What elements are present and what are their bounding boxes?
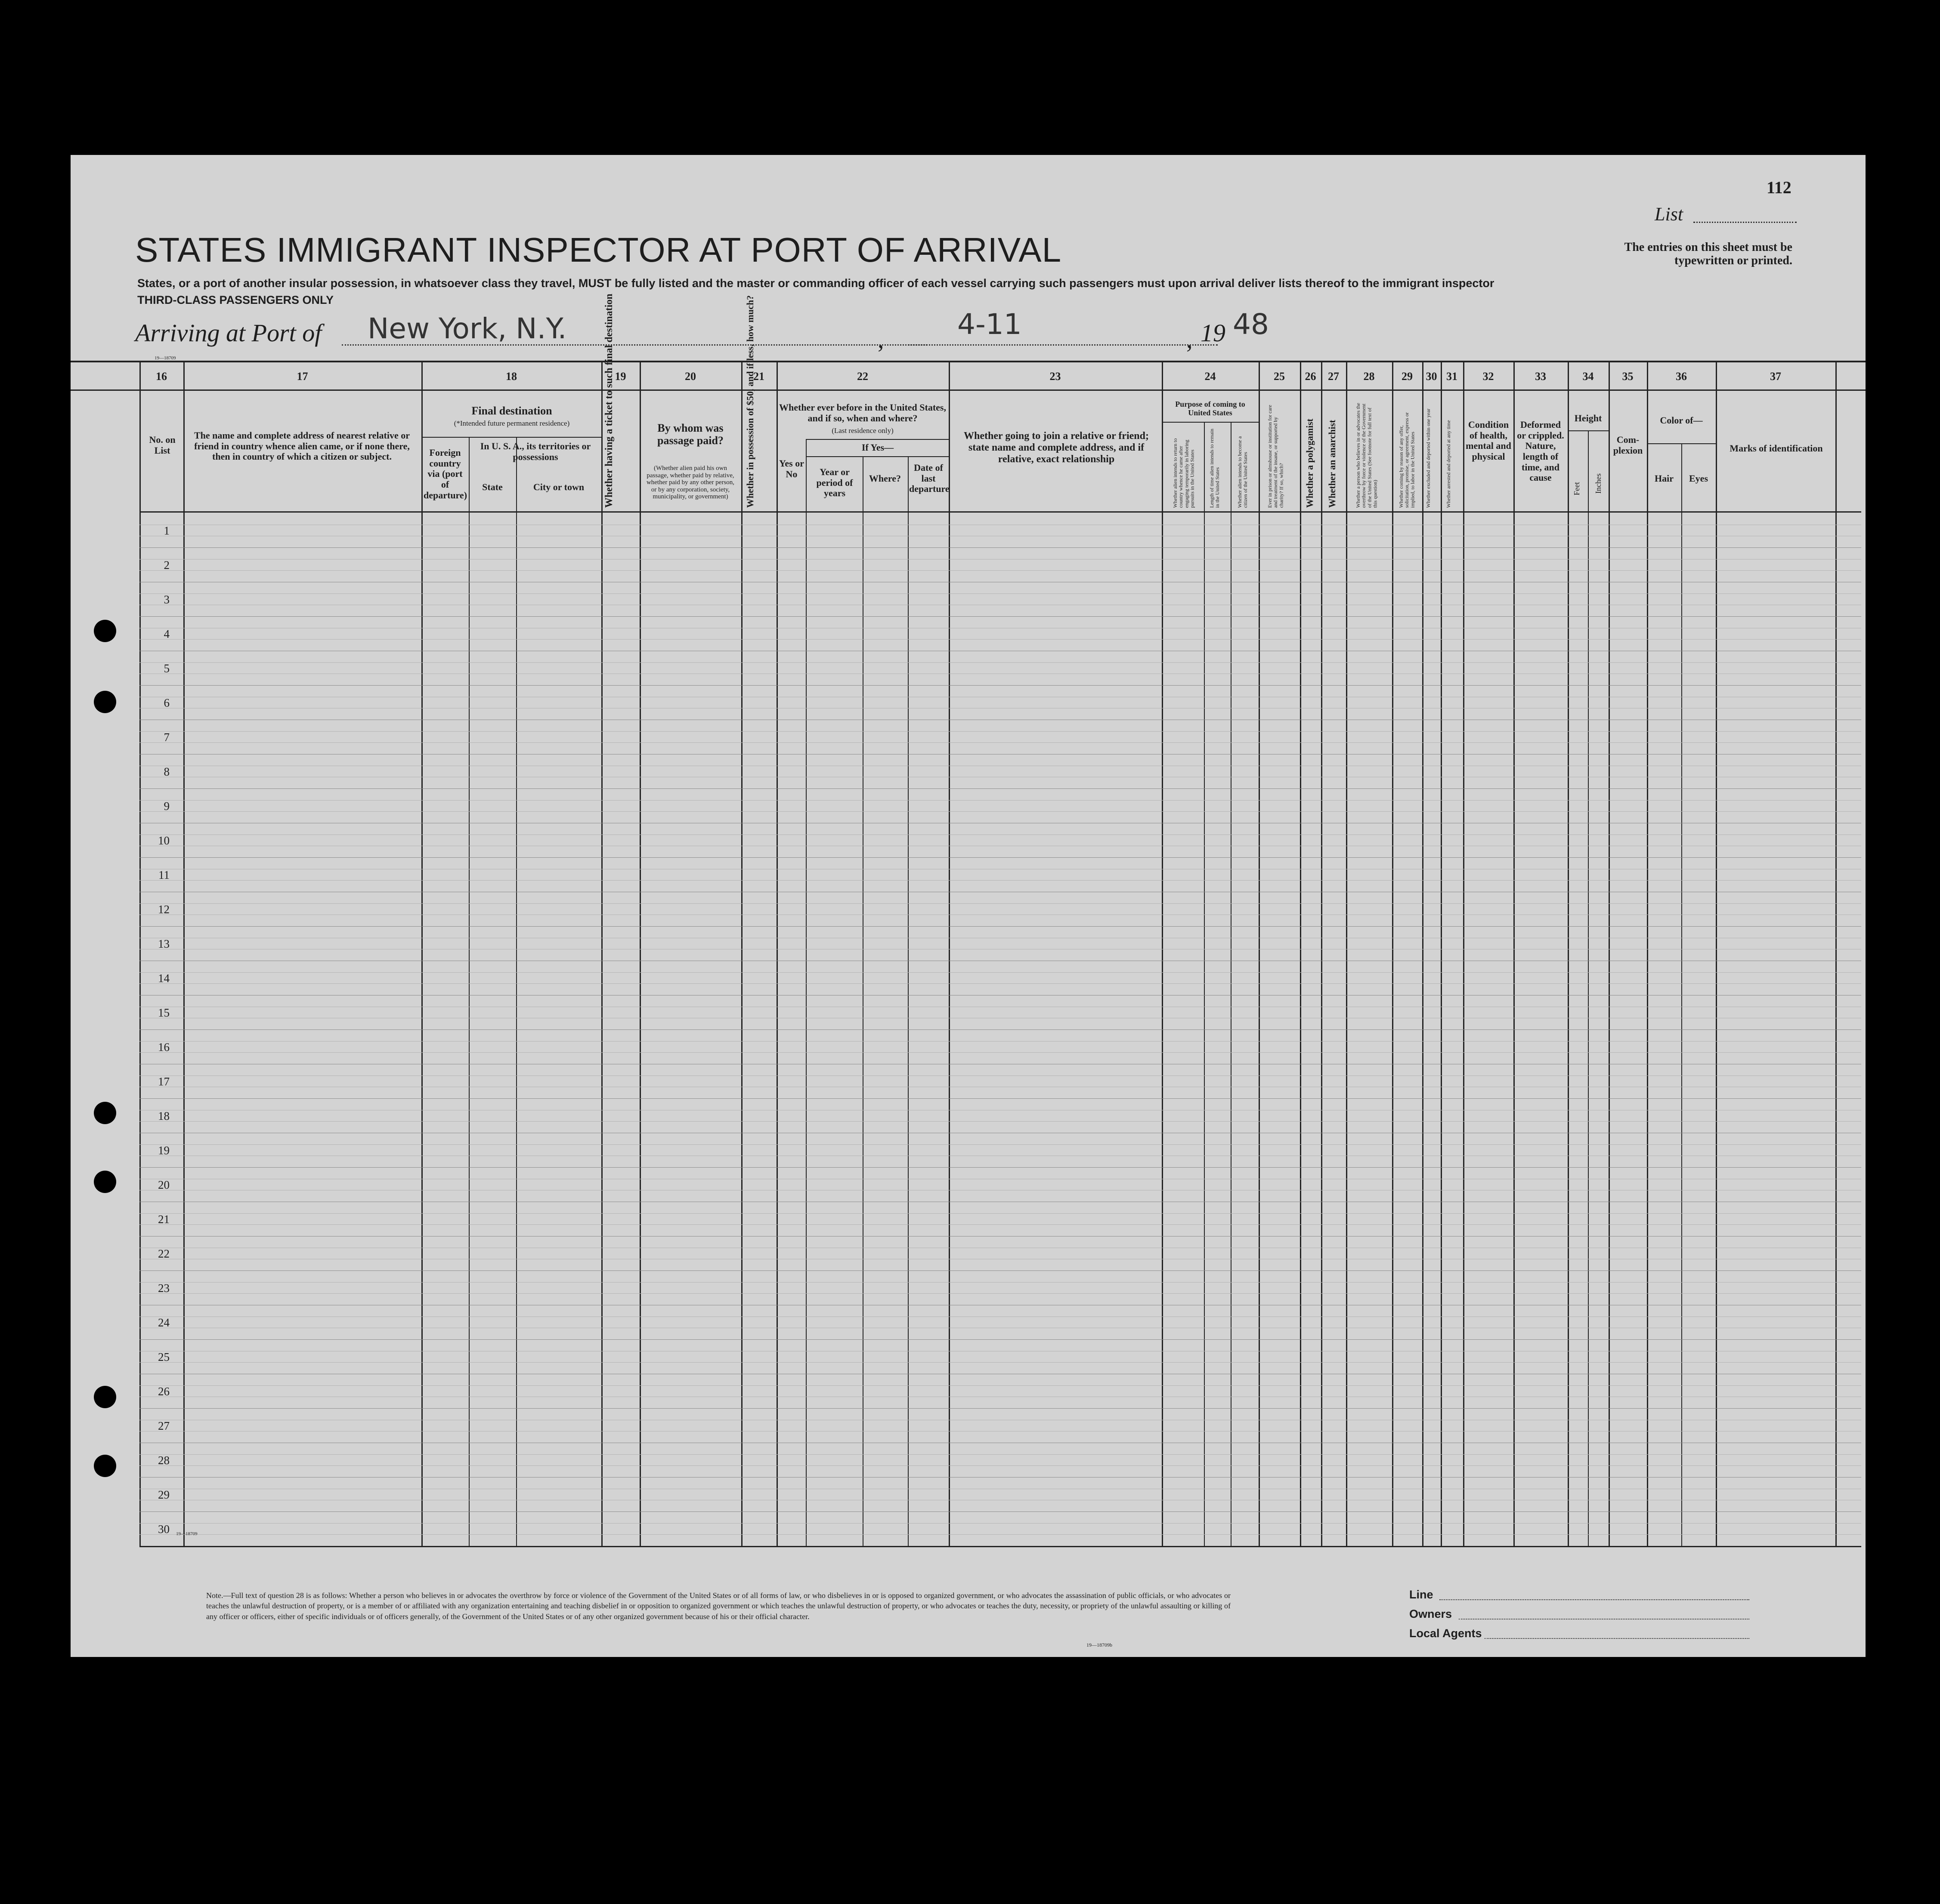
header-deformed: Deformed or crippled. Nature, length of time, and cause [1517, 419, 1564, 483]
col-number: 20 [685, 370, 696, 383]
col-number: 28 [1363, 370, 1375, 383]
col36-subrule [1647, 443, 1716, 444]
row-number: 8 [164, 765, 170, 778]
col-number: 16 [156, 370, 167, 383]
col-border-31-left [1441, 361, 1442, 1547]
header-going-to-join: Whether going to join a relative or friend; state name and complete address, and if relative, exact relationship [964, 430, 1149, 465]
binder-hole [94, 691, 116, 713]
header-anarchist: Whether an anarchist [1327, 420, 1337, 508]
header-possession-50: Whether in possession of $50, and if less, how much? [745, 295, 755, 508]
header-by-whom-sub: (Whether alien paid his own passage, whether paid by relative, whether paid by any other person, or by any corporation, society, municipality, or government) [646, 465, 735, 500]
col-border-19-left [601, 361, 603, 1547]
header-condition: Condition of health, mental and physical [1466, 419, 1511, 462]
col-number: 17 [297, 370, 308, 383]
row-rule [139, 1293, 1861, 1294]
row-number: 26 [158, 1385, 170, 1398]
header-col28: Whether a person who believes in or advocates the overthrow by force or violence of the Government of the United States (See footnote for full text of this question) [1355, 403, 1378, 508]
table-top-rule [71, 361, 1866, 362]
row-number: 17 [158, 1075, 170, 1088]
page-number: 112 [1767, 178, 1791, 197]
header-eyes: Eyes [1689, 473, 1708, 484]
arriving-label: Arriving at Port of [135, 319, 322, 347]
header-complexion: Com- plexion [1613, 434, 1643, 456]
row-rule [139, 1511, 1861, 1512]
col-border-25-left [1259, 361, 1260, 1547]
form-code-bottom: 19—18709 [176, 1531, 198, 1536]
year-prefix: 19 [1201, 319, 1225, 347]
col34-subrule [1568, 430, 1609, 431]
page-subtitle: States, or a port of another insular possession, in whatsoever class they travel, MUST be fully listed and the master or commanding officer of each vessel carrying such passengers must upon arrival deliver lists thereof to the immigrant inspector [137, 277, 1494, 290]
header-city: City or town [533, 482, 585, 492]
row-rule [139, 731, 1861, 732]
header-year-period: Year or period of years [816, 467, 853, 499]
col-number: 22 [857, 370, 868, 383]
col-number: 33 [1535, 370, 1546, 383]
header-hair: Hair [1655, 473, 1674, 484]
port-handwritten: New York, N.Y. [368, 312, 567, 345]
col-border-26-left [1300, 361, 1301, 1547]
col-number: 29 [1402, 370, 1413, 383]
col-border-37-left [1716, 361, 1717, 1547]
row-number: 30 [158, 1522, 170, 1536]
row-rule [139, 1213, 1861, 1214]
header-col25: Ever in prison or almshouse or institution for care and treatment of the insane, or supported by charity? If so, which? [1267, 405, 1284, 508]
row-number: 14 [158, 971, 170, 985]
header-foreign-country: Foreign country via (port of departure) [424, 447, 467, 501]
col-number: 18 [506, 370, 517, 383]
header-purpose: Purpose of coming to United States [1175, 400, 1245, 417]
row-rule [139, 1408, 1861, 1409]
col-number: 25 [1274, 370, 1285, 383]
row-rule [139, 742, 1861, 743]
row-number: 1 [164, 524, 170, 537]
row-rule [139, 1465, 1861, 1466]
port-field[interactable] [342, 344, 927, 346]
header-state: State [482, 482, 503, 492]
row-number: 4 [164, 627, 170, 640]
row-rule [139, 616, 1861, 617]
comma-separator-2: , [1186, 325, 1193, 353]
footer-line-field[interactable] [1439, 1599, 1749, 1600]
header-final-destination-sub: (*Intended future permanent residence) [454, 419, 570, 427]
row-rule [139, 1282, 1861, 1283]
row-number: 16 [158, 1040, 170, 1054]
col-number: 19 [615, 370, 626, 383]
list-number-field[interactable] [1693, 222, 1797, 223]
row-rule [139, 639, 1861, 640]
col-border-24-left [1162, 361, 1163, 1547]
table-bottom-rule [139, 1546, 1861, 1547]
binder-hole [94, 1455, 116, 1477]
col-number: 36 [1676, 370, 1687, 383]
row-number: 25 [158, 1350, 170, 1363]
row-number: 20 [158, 1178, 170, 1191]
col-border-24-b [1204, 422, 1205, 1547]
row-number: 3 [164, 593, 170, 606]
col-border-33-left [1513, 361, 1515, 1547]
row-number: 7 [164, 730, 170, 744]
col-number: 30 [1426, 370, 1437, 383]
col22-subrule-2 [806, 456, 949, 457]
row-number: 9 [164, 799, 170, 813]
col-number: 21 [753, 370, 764, 383]
page-title: STATES IMMIGRANT INSPECTOR AT PORT OF ARRIVAL [135, 231, 1062, 269]
row-number: 24 [158, 1316, 170, 1329]
row-rule [139, 1098, 1861, 1099]
col-border-16-left [139, 361, 141, 1547]
footnote: Note.—Full text of question 28 is as follows: Whether a person who believes in or advocates the overthrow by force or violence of the Government of the United States or of all forms of law, or who disbelieves in or is opposed to organized government, or who advocates the assassination of public officials, or who advocates or teaches the unlawful destruction of property, or is a member of or affiliated with any organization entertaining and teaching disbelief in or opposition to organized government or which teaches the unlawful destruction of property, or who advocates or teaches the duty, necessity, or propriety of the unlawful assaulting or killing of any officer or officers, either of specific individuals or of officers generally, of the Government of the United States or of any other organized government because of his or their official character. [206, 1591, 1231, 1621]
col-border-30-left [1422, 361, 1423, 1547]
row-rule [139, 1052, 1861, 1053]
row-rule [139, 972, 1861, 973]
header-if-yes: If Yes— [861, 442, 894, 453]
row-number: 23 [158, 1281, 170, 1295]
row-rule [139, 1224, 1861, 1225]
header-col31: Whether arrested and deported at any time [1445, 420, 1451, 508]
header-height: Height [1574, 413, 1602, 423]
col-border-27-left [1321, 361, 1322, 1547]
header-in-usa: In U. S. A., its territories or possessions [480, 441, 591, 462]
footnote-code: 19—18709b [1086, 1642, 1112, 1648]
col-border-22-left [777, 361, 778, 1547]
header-purpose-c: Whether alien intends to become a citizen of the United States [1237, 436, 1249, 508]
binder-hole [94, 1386, 116, 1408]
header-ticket: Whether having a ticket to such final destination [603, 294, 615, 508]
col-border-32-left [1463, 361, 1464, 1547]
col-number: 35 [1622, 370, 1634, 383]
row-rule [139, 570, 1861, 571]
row-number: 12 [158, 903, 170, 916]
col-border-17-left [183, 361, 185, 1547]
row-rule [139, 1523, 1861, 1524]
form-code-top: 19—18709 [155, 355, 176, 361]
row-rule [139, 800, 1861, 801]
row-rule [139, 903, 1861, 904]
header-relative: The name and complete address of nearest relative or friend in country whence alien came, or if none there, then in country of which a citizen or subject. [194, 430, 410, 462]
header-yes-no: Yes or No [779, 458, 804, 479]
row-rule [139, 685, 1861, 686]
year-handwritten: 48 [1233, 308, 1269, 341]
col-number: 27 [1328, 370, 1339, 383]
col-border-29-left [1392, 361, 1393, 1547]
row-number: 19 [158, 1144, 170, 1157]
col-border-18-left [421, 361, 423, 1547]
row-number: 21 [158, 1212, 170, 1226]
row-number: 6 [164, 696, 170, 709]
footer-local-agents-field[interactable] [1485, 1638, 1749, 1639]
header-ever-before-sub: (Last residence only) [832, 427, 894, 435]
row-rule [139, 1029, 1861, 1030]
row-number: 13 [158, 937, 170, 950]
row-rule [139, 662, 1861, 663]
row-rule [139, 1167, 1861, 1168]
header-col30: Whether excluded and deported within one year [1425, 408, 1431, 508]
row-rule [139, 1362, 1861, 1363]
header-no-on-list: No. on List [149, 434, 176, 456]
row-number: 28 [158, 1453, 170, 1467]
col-number: 24 [1204, 370, 1216, 383]
row-number: 22 [158, 1247, 170, 1260]
col-border-18-city [516, 437, 517, 1547]
col-border-21-left [741, 361, 743, 1547]
col-border-18-state [469, 437, 470, 1547]
header-bottom-rule [139, 511, 1861, 513]
header-final-destination: Final destination [471, 405, 552, 417]
footer-owners-label: Owners [1409, 1607, 1452, 1620]
col-border-22-date [908, 456, 909, 1547]
row-rule [139, 1385, 1861, 1386]
row-number: 11 [158, 868, 170, 881]
date-handwritten: 4-11 [957, 308, 1022, 341]
row-rule [139, 983, 1861, 984]
header-polygamist: Whether a polygamist [1304, 418, 1315, 508]
row-rule [139, 1454, 1861, 1455]
row-number: 18 [158, 1109, 170, 1122]
col-border-36-left [1647, 361, 1648, 1547]
col18-subrule [421, 437, 601, 438]
header-marks: Marks of identification [1730, 443, 1823, 454]
row-rule [139, 593, 1861, 594]
row-rule [139, 857, 1861, 858]
row-rule [139, 811, 1861, 812]
footer-line-label: Line [1409, 1588, 1433, 1601]
col-border-20-left [640, 361, 641, 1547]
row-rule [139, 1121, 1861, 1122]
col-border-37-right [1835, 361, 1837, 1547]
row-rule [139, 926, 1861, 927]
row-rule [139, 1339, 1861, 1340]
header-where: Where? [869, 473, 901, 484]
row-number: 15 [158, 1006, 170, 1019]
col-border-34-left [1568, 361, 1569, 1547]
col-border-34-inches [1588, 430, 1589, 1547]
row-rule [139, 1041, 1861, 1042]
col-number: 34 [1582, 370, 1594, 383]
col-border-35-left [1609, 361, 1610, 1547]
typewritten-note: The entries on this sheet must be typewritten or printed. [1624, 241, 1792, 267]
header-col29: Whether coming by reason of any offer, solicitation, promise, or agreement, express or implied, to labor in the United States [1398, 412, 1416, 508]
binder-hole [94, 1102, 116, 1124]
col-number: 26 [1305, 370, 1316, 383]
header-purpose-a: Whether alien intends to return to country whence he came after engaging temporarily in laboring pursuits in the United States [1172, 438, 1195, 508]
col-border-28-left [1346, 361, 1347, 1547]
header-purpose-b: Length of time alien intends to remain in the United States [1209, 429, 1221, 508]
col-number: 37 [1770, 370, 1781, 383]
header-date-last: Date of last departure [909, 462, 950, 495]
footer-local-agents-label: Local Agents [1409, 1627, 1482, 1640]
row-number: 2 [164, 558, 170, 572]
header-by-whom: By whom was passage paid? [657, 422, 724, 447]
header-feet: Feet [1572, 482, 1581, 495]
row-rule [139, 547, 1861, 548]
col-number: 31 [1446, 370, 1457, 383]
date-field[interactable] [908, 344, 1218, 346]
col24-subrule [1162, 422, 1259, 423]
binder-hole [94, 1171, 116, 1193]
header-color-of: Color of— [1660, 415, 1703, 426]
row-rule [139, 880, 1861, 881]
passenger-class: THIRD-CLASS PASSENGERS ONLY [137, 294, 334, 306]
binder-hole [94, 620, 116, 642]
col-number: 32 [1482, 370, 1494, 383]
row-number: 5 [164, 661, 170, 675]
header-ever-before: Whether ever before in the United States, and if so, when and where? [779, 402, 946, 423]
comma-separator: , [878, 325, 884, 353]
footer-owners-field[interactable] [1459, 1619, 1749, 1620]
column-number-rule [71, 389, 1866, 391]
col22-subrule [806, 439, 949, 440]
row-rule [139, 1270, 1861, 1271]
col-number: 23 [1049, 370, 1061, 383]
row-number: 29 [158, 1488, 170, 1501]
manifest-sheet [71, 155, 1866, 1657]
row-number: 27 [158, 1419, 170, 1432]
row-rule [139, 788, 1861, 789]
list-label: List [1655, 204, 1683, 225]
row-rule [139, 1144, 1861, 1145]
col-border-23-left [949, 361, 950, 1547]
header-inches: Inches [1594, 473, 1603, 494]
row-rule [139, 1534, 1861, 1535]
row-number: 10 [158, 834, 170, 847]
